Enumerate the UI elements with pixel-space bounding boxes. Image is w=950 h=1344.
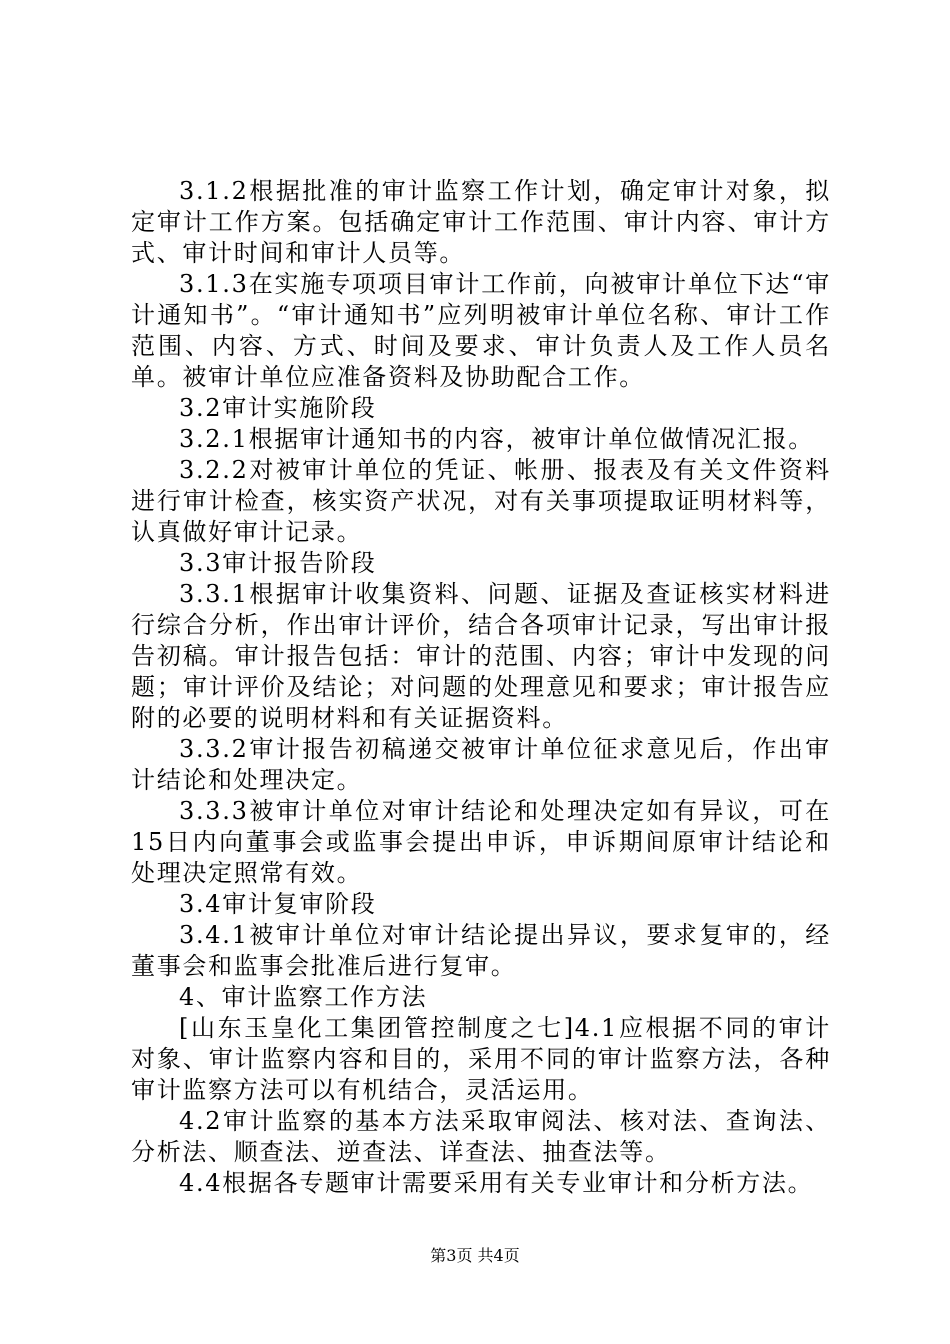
page-number-footer: 第3页 共4页 [430, 1246, 520, 1265]
paragraph-3-3-1: 3.3.1根据审计收集资料、问题、证据及查证核实材料进行综合分析，作出审计评价，结合各项审计记录，写出审计报告初稿。审计报告包括：审计的范围、内容；审计中发现的问题；审计评价及结论；对问题的处理意见和要求；审计报告应附的必要的说明材料和有关证据资料。 [131, 580, 831, 732]
paragraph-4-4: 4.4根据各专题审计需要采用有关专业审计和分析方法。 [179, 1169, 814, 1197]
paragraph-3-2-1: 3.2.1根据审计通知书的内容，被审计单位做情况汇报。 [179, 425, 814, 453]
heading-4: 4、审计监察工作方法 [179, 983, 428, 1011]
paragraph-3-1-2: 3.1.2根据批准的审计监察工作计划，确定审计对象，拟定审计工作方案。包括确定审计工作范围、审计内容、审计方式、审计时间和审计人员等。 [131, 177, 831, 267]
heading-3-2: 3.2审计实施阶段 [179, 394, 377, 422]
paragraph-4-1: [山东玉皇化工集团管控制度之七]4.1应根据不同的审计对象、审计监察内容和目的，采用不同的审计监察方法，各种审计监察方法可以有机结合，灵活运用。 [131, 1014, 831, 1104]
paragraph-4-2: 4.2审计监察的基本方法采取审阅法、核对法、查询法、分析法、顺查法、逆查法、详查法、抽查法等。 [131, 1107, 831, 1166]
paragraph-3-4-1: 3.4.1被审计单位对审计结论提出异议，要求复审的，经董事会和监事会批准后进行复审。 [131, 921, 831, 980]
paragraph-3-1-3: 3.1.3在实施专项项目审计工作前，向被审计单位下达“审计通知书”。“审计通知书”应列明被审计单位名称、审计工作范围、内容、方式、时间及要求、审计负责人及工作人员名单。被审计单位应准备资料及协助配合工作。 [131, 270, 831, 391]
paragraph-3-2-2: 3.2.2对被审计单位的凭证、帐册、报表及有关文件资料进行审计检查，核实资产状况，对有关事项提取证明材料等，认真做好审计记录。 [131, 456, 831, 546]
paragraph-3-3-2: 3.3.2审计报告初稿递交被审计单位征求意见后，作出审计结论和处理决定。 [131, 735, 831, 794]
paragraph-3-3-3: 3.3.3被审计单位对审计结论和处理决定如有异议，可在15日内向董事会或监事会提出申诉，申诉期间原审计结论和处理决定照常有效。 [131, 797, 831, 887]
document-body [131, 176, 831, 1199]
heading-3-4: 3.4审计复审阶段 [179, 890, 377, 918]
heading-3-3: 3.3审计报告阶段 [179, 549, 377, 577]
